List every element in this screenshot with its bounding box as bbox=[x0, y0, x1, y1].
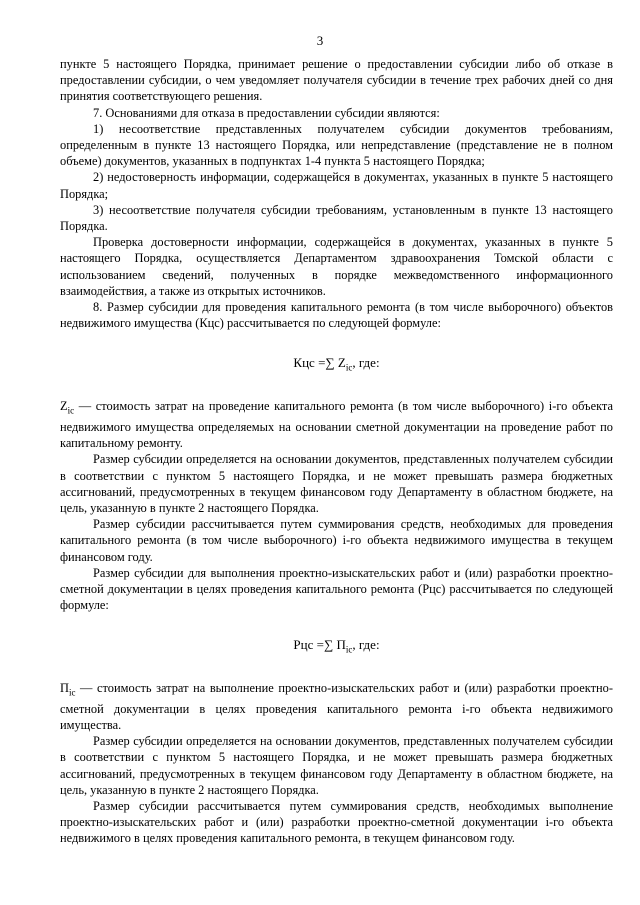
formula-kcs-lhs: Кцс =∑ Z bbox=[293, 355, 346, 371]
paragraph-ground-2: 2) недостоверность информации, содержащейся в документах, указанных в пункте 5 настоящего Порядка; bbox=[60, 170, 613, 201]
formula-rcs-sub: ic bbox=[345, 644, 353, 655]
zic-symbol: Z bbox=[60, 399, 68, 414]
paragraph-0: пункте 5 настоящего Порядка, принимает решение о предоставлении субсидии либо об отказе в предоставлении субсидии, о чем уведомляет получателя субсидии в течение трех рабочих дней со дня принятия соответствующего решения. bbox=[60, 57, 613, 104]
pic-symbol: П bbox=[60, 681, 69, 696]
pic-sub: ic bbox=[68, 687, 76, 698]
zic-sub: ic bbox=[67, 405, 75, 416]
paragraph-amount-calculation-1: Размер субсидии рассчитывается путем суммирования средств, необходимых для проведения капитального ремонта (в том числе выборочного) i-го объекта недвижимого имущества в текущем финансовом году. bbox=[60, 517, 613, 564]
paragraph-amount-calculation-2: Размер субсидии рассчитывается путем суммирования средств, необходимых выполнение проектно-изыскательских работ и (или) разработки проектно-сметной документации i-го объекта недвижимого в целях проведения капитального ремонта, в текущем финансовом году. bbox=[60, 799, 613, 846]
formula-rcs-lhs: Рцс =∑ П bbox=[293, 637, 346, 653]
pic-text: — стоимость затрат на выполнение проектно-изыскательских работ и (или) разработки проектно-сметной документации в целях проведения капитального ремонта i-го объекта недвижимого имущества. bbox=[60, 681, 613, 733]
formula-rcs-suffix: , где: bbox=[352, 637, 380, 653]
formula-kcs-sub: ic bbox=[345, 363, 353, 374]
formula-kcs-suffix: , где: bbox=[352, 355, 380, 371]
paragraph-item-8: 8. Размер субсидии для проведения капитального ремонта (в том числе выборочного) объектов недвижимого имущества (Кцс) рассчитывается по следующей формуле: bbox=[60, 300, 613, 331]
paragraph-amount-determination-1: Размер субсидии определяется на основании документов, представленных получателем субсидии в соответствии с пунктом 5 настоящего Порядка, и не может превышать размера бюджетных ассигнований, предусмотренных в текущем финансовом году Департаменту в областном бюджете, на цель, указанную в пункте 2 настоящего Порядка. bbox=[60, 452, 613, 515]
formula-rcs bbox=[60, 637, 613, 658]
paragraph-pic-definition bbox=[60, 680, 613, 733]
paragraph-rcs-intro: Размер субсидии для выполнения проектно-изыскательских работ и (или) разработки проектно-сметной документации в целях проведения капитального ремонта (Рцс) рассчитывается по следующей формуле: bbox=[60, 565, 613, 613]
paragraph-ground-1: 1) несоответствие представленных получателем субсидии документов требованиям, определенным в пункте 13 настоящего Порядка, или непредставление (представление не в полном объеме) документов, указанных в подпунктах 1-4 пункта 5 настоящего Порядка; bbox=[60, 121, 613, 169]
zic-text: — стоимость затрат на проведение капитального ремонта (в том числе выборочного) i-го объекта недвижимого имущества определяемых на основании сметной документации на проведение работ по капитальному ремонту. bbox=[60, 399, 613, 451]
document-body bbox=[60, 56, 613, 847]
paragraph-zic-definition bbox=[60, 398, 613, 451]
formula-kcs bbox=[60, 355, 613, 376]
paragraph-amount-determination-2: Размер субсидии определяется на основании документов, представленных получателем субсидии в соответствии с пунктом 5 настоящего Порядка, и не может превышать размера бюджетных ассигнований, предусмотренных в текущем финансовом году Департаменту в областном бюджете, на цель, указанную в пункте 2 настоящего Порядка. bbox=[60, 734, 613, 797]
paragraph-ground-3: 3) несоответствие получателя субсидии требованиям, установленным в пункте 13 настоящего Порядка. bbox=[60, 202, 613, 234]
paragraph-refusal-grounds: 7. Основаниями для отказа в предоставлении субсидии являются: bbox=[93, 105, 440, 120]
paragraph-verification: Проверка достоверности информации, содержащейся в документах, указанных в пункте 5 настоящего Порядка, осуществляется Департаментом здравоохранения Томской области с использованием сведений, полученных в порядке межведомственного информационного взаимодействия, а также из открытых источников. bbox=[60, 235, 613, 298]
page-number: 3 bbox=[316, 33, 324, 48]
